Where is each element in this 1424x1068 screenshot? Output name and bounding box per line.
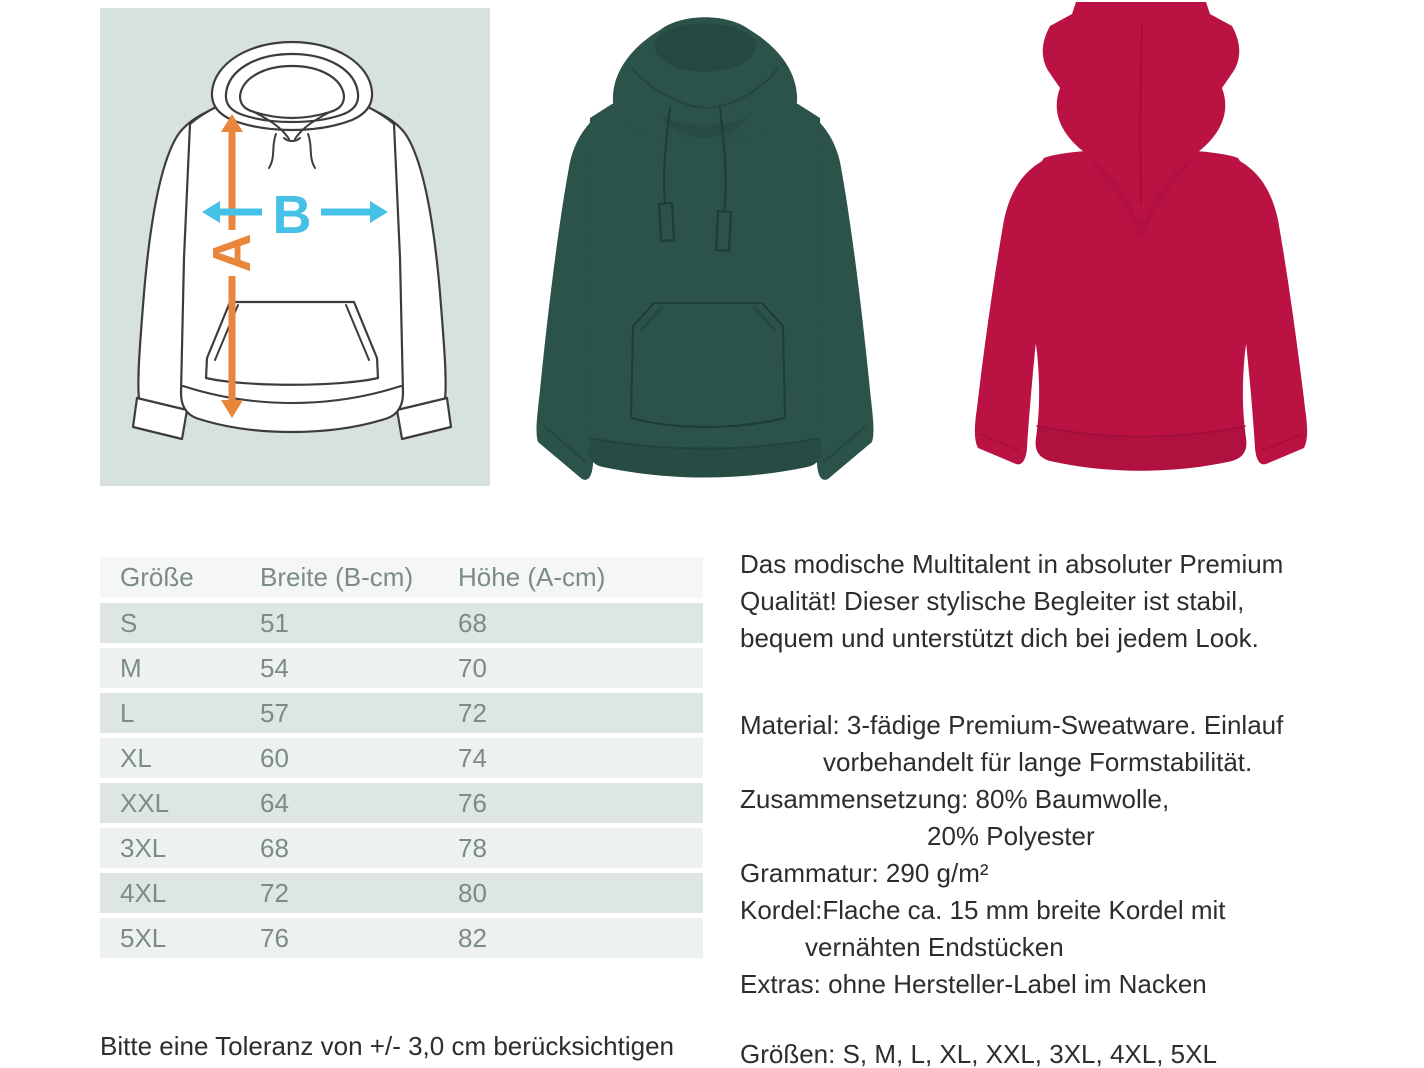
table-cell: 3XL <box>120 832 167 863</box>
table-row <box>100 828 703 868</box>
back-hoodie-illustration <box>950 0 1350 490</box>
description-line: bequem und unterstützt dich bei jedem Look. <box>740 623 1259 653</box>
table-cell: 5XL <box>120 922 167 953</box>
spec-line: Extras: ohne Hersteller-Label im Nacken <box>740 969 1207 999</box>
table-cell: 57 <box>260 697 289 728</box>
table-cell: 54 <box>260 652 289 683</box>
description-line: Das modische Multitalent in absoluter Premium <box>740 549 1284 579</box>
table-cell: 72 <box>260 877 289 908</box>
table-cell: 68 <box>260 832 289 863</box>
table-cell: 68 <box>458 607 487 638</box>
table-cell: 60 <box>260 742 289 773</box>
sizes-line: Größen: S, M, L, XL, XXL, 3XL, 4XL, 5XL <box>740 1039 1217 1068</box>
size-table-body <box>100 603 703 958</box>
table-row <box>100 603 703 643</box>
table-row <box>100 738 703 778</box>
spec-line: Kordel:Flache ca. 15 mm breite Kordel mit <box>740 895 1226 925</box>
description-line: Qualität! Dieser stylische Begleiter ist stabil, <box>740 586 1245 616</box>
table-cell: 82 <box>458 922 487 953</box>
table-cell: 70 <box>458 652 487 683</box>
size-table-header <box>100 557 703 598</box>
table-cell: 51 <box>260 607 289 638</box>
spec-line: 20% Polyester <box>927 821 1095 851</box>
product-description <box>740 546 1380 1068</box>
table-cell: L <box>120 697 135 728</box>
table-cell: XXL <box>120 787 170 818</box>
table-cell: 4XL <box>120 877 167 908</box>
header-cell: Größe <box>120 562 194 592</box>
table-row <box>100 873 703 913</box>
spec-line: vorbehandelt für lange Formstabilität. <box>823 747 1253 777</box>
product-image-back <box>950 0 1350 490</box>
header-cell: Höhe (A-cm) <box>458 562 606 592</box>
measure-label-a: A <box>202 233 262 273</box>
table-cell: M <box>120 652 142 683</box>
size-diagram-panel <box>100 8 490 486</box>
table-cell: 76 <box>260 922 289 953</box>
tolerance-note: Bitte eine Toleranz von +/- 3,0 cm berücksichtigen <box>100 1031 674 1061</box>
table-cell: XL <box>120 742 152 773</box>
product-image-front <box>512 8 942 490</box>
table-cell: 74 <box>458 742 487 773</box>
table-cell: S <box>120 607 138 638</box>
front-hoodie-illustration <box>512 8 942 490</box>
table-row <box>100 693 703 733</box>
description-specs <box>740 707 1380 1003</box>
measure-label-b: B <box>272 185 312 245</box>
table-cell: 72 <box>458 697 487 728</box>
size-table <box>100 557 703 958</box>
size-diagram <box>100 8 490 486</box>
table-row <box>100 648 703 688</box>
spec-line: Zusammensetzung: 80% Baumwolle, <box>740 784 1170 814</box>
header-cell: Breite (B-cm) <box>260 562 414 592</box>
table-cell: 76 <box>458 787 487 818</box>
table-row <box>100 783 703 823</box>
table-cell: 64 <box>260 787 289 818</box>
description-intro <box>740 546 1380 657</box>
table-row <box>100 918 703 958</box>
spec-line: Grammatur: 290 g/m² <box>740 858 989 888</box>
spec-line: vernähten Endstücken <box>805 932 1064 962</box>
spec-line: Material: 3-fädige Premium-Sweatware. Einlauf <box>740 710 1284 740</box>
table-cell: 78 <box>458 832 487 863</box>
table-cell: 80 <box>458 877 487 908</box>
